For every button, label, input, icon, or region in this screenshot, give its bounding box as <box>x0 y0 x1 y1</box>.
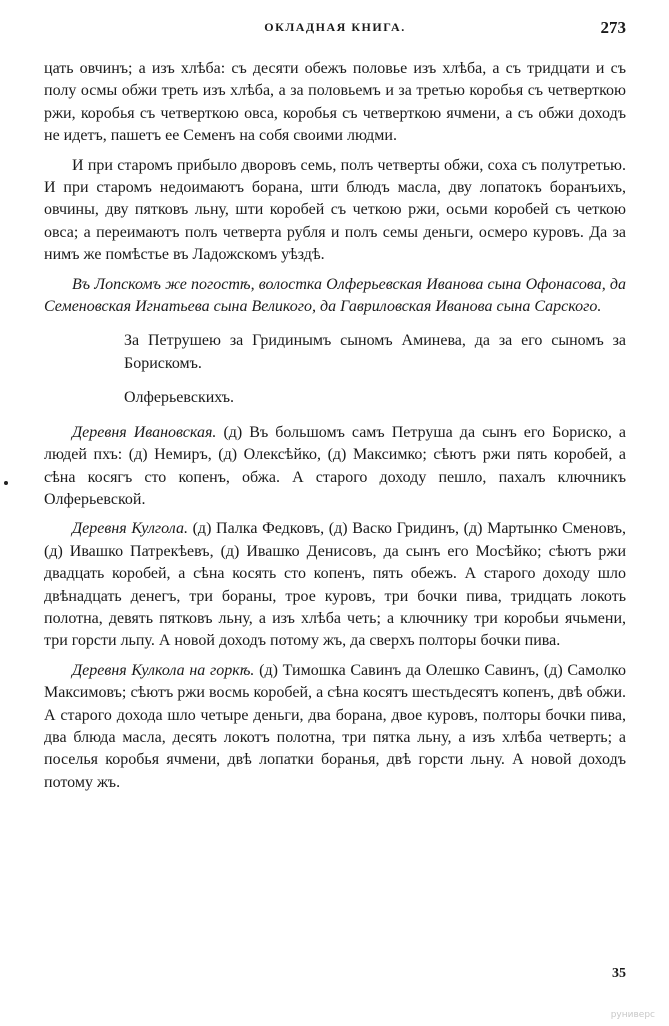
village-text: (д) Палка Федковъ, (д) Васко Гридинъ, (д) Мартынко Сменовъ, (д) Ивашко Патрекѣевъ, (д) Ивашко Денисовъ, да сынъ его Мосѣйко; сѣютъ ржи двадцать коробей, а сѣна косять сто копенъ, пять обежъ. А старого доходу шло двѣнадцать денегъ, три бораны, трое куровъ, три бочки пива, тридцать локоть полотна, девять пятковъ льну, а изъ хлѣба четь; а ключнику три коробьи ячьмени, три горсти льпу. А новой доходъ потому жъ, да сверхъ полторы бочки пива. <box>44 520 627 650</box>
village-entry <box>44 660 626 794</box>
village-text: (д) Въ большомъ самъ Петруша да сынъ его Бориско, а людей пхъ: (д) Немиръ, (д) Олексѣйко, (д) Максимко; сѣютъ ржи пять коробей, а сѣна косягъ сто копенъ, обжа. А старого доходу пешло, пахалъ ключникъ Олферьевской. <box>44 423 627 508</box>
village-entry <box>44 422 626 512</box>
ink-dot <box>4 481 8 485</box>
paragraph-old-records: И при старомъ прибыло дворовъ семь, полъ четверты обжи, соха съ полутретью. И при старомъ недоимаютъ борана, шти блюдъ масла, дву лопатокъ боранъихъ, овчины, дву пятковъ льну, шти коробей съ четкою ржи, осьми коробей съ четкою овса; а переимаютъ полъ четверта рубля и полъ семы деньги, осмеро куровъ. Да за нимъ же помѣстье въ Ладожскомъ уѣздѣ. <box>44 156 626 264</box>
village-title: Деревня Ивановская. <box>72 423 217 441</box>
body-text <box>44 58 626 794</box>
owner-heading: За Петрушею за Гридинымъ сыномъ Аминева, да за его сыномъ за Борискомъ. <box>124 332 626 372</box>
section-heading: Олферьевскихъ. <box>124 389 234 407</box>
village-text: (д) Тимошка Савинъ да Олешко Савинъ, (д) Самолко Максимовъ; сѣютъ ржи восмь коробей, а сѣна косятъ шестьдесятъ копенъ, двѣ обжи. А старого дохода шло четыре деньги, два борана, двое куровъ, полторы бочки пива, два блюда масла, десять локотъ полотна, три пятка льну, а изъ хлѣба четверть; а поселья коробья ячмени, двѣ лопатки боранья, двѣ горсти льну. А новой доходъ потому жъ. <box>44 661 627 791</box>
village-title: Деревня Кулкола на горкѣ. <box>72 661 255 679</box>
page-number: 273 <box>600 18 626 37</box>
signature-mark: 35 <box>612 966 626 981</box>
page-header <box>44 20 626 44</box>
paragraph-continuation: цать овчинъ; а изъ хлѣба: съ десяти обежъ половье изъ хлѣба, а съ тридцати и съ полу осмы обжи треть изъ хлѣба, а за половьемъ и за третью коробья съ четверткою ржи, коробья съ четверткою овса, коробья съ четверткою ячмени, а съ обжи доходъ не идетъ, пашетъ ее Семенъ на собя своими людми. <box>44 60 626 145</box>
village-entry <box>44 518 626 652</box>
page <box>44 18 627 981</box>
running-head: ОКЛАДНАЯ КНИГА. <box>264 20 406 34</box>
paragraph-lopsky-pogost: Въ Лопскомъ же погостѣ, волостка Олферьевская Иванова сына Офонасова, да Семеновская Игнатьева сына Великого, да Гавриловская Иванова сына Сарского. <box>44 275 626 316</box>
watermark: руниверс <box>610 1010 655 1020</box>
village-title: Деревня Кулгола. <box>72 520 188 538</box>
